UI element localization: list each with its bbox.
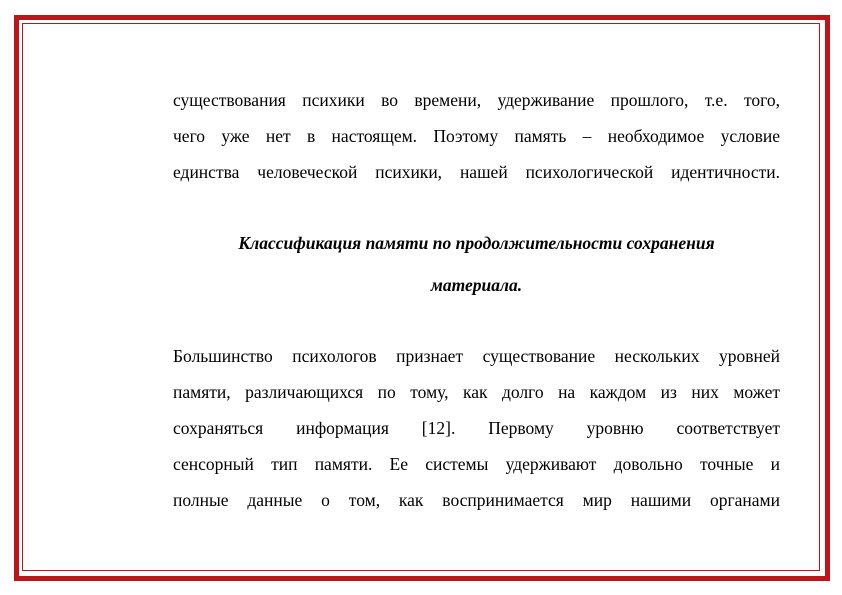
text-line: сенсорный тип памяти. Ее системы удерживают довольно точные и (173, 454, 780, 474)
text-line: чего уже нет в настоящем. Поэтому память – необходимое условие (173, 126, 780, 146)
heading-line: материала. (430, 275, 523, 295)
paragraph-body (173, 338, 780, 518)
text-line: сохраняться информация [12]. Первому уровню соответствует (173, 418, 780, 438)
section-heading (173, 222, 780, 306)
heading-line: Классификация памяти по продолжительности сохранения (238, 233, 715, 253)
text-line: Большинство психологов признает существование нескольких уровней (173, 346, 780, 366)
text-line: памяти, различающихся по тому, как долго на каждом из них может (173, 382, 780, 402)
text-line: существования психики во времени, удерживание прошлого, т.е. того, (173, 90, 780, 110)
text-line: полные данные о том, как воспринимается мир нашими органами (173, 490, 780, 510)
text-line: единства человеческой психики, нашей психологической идентичности. (173, 162, 780, 182)
paragraph-continuation (173, 82, 780, 190)
